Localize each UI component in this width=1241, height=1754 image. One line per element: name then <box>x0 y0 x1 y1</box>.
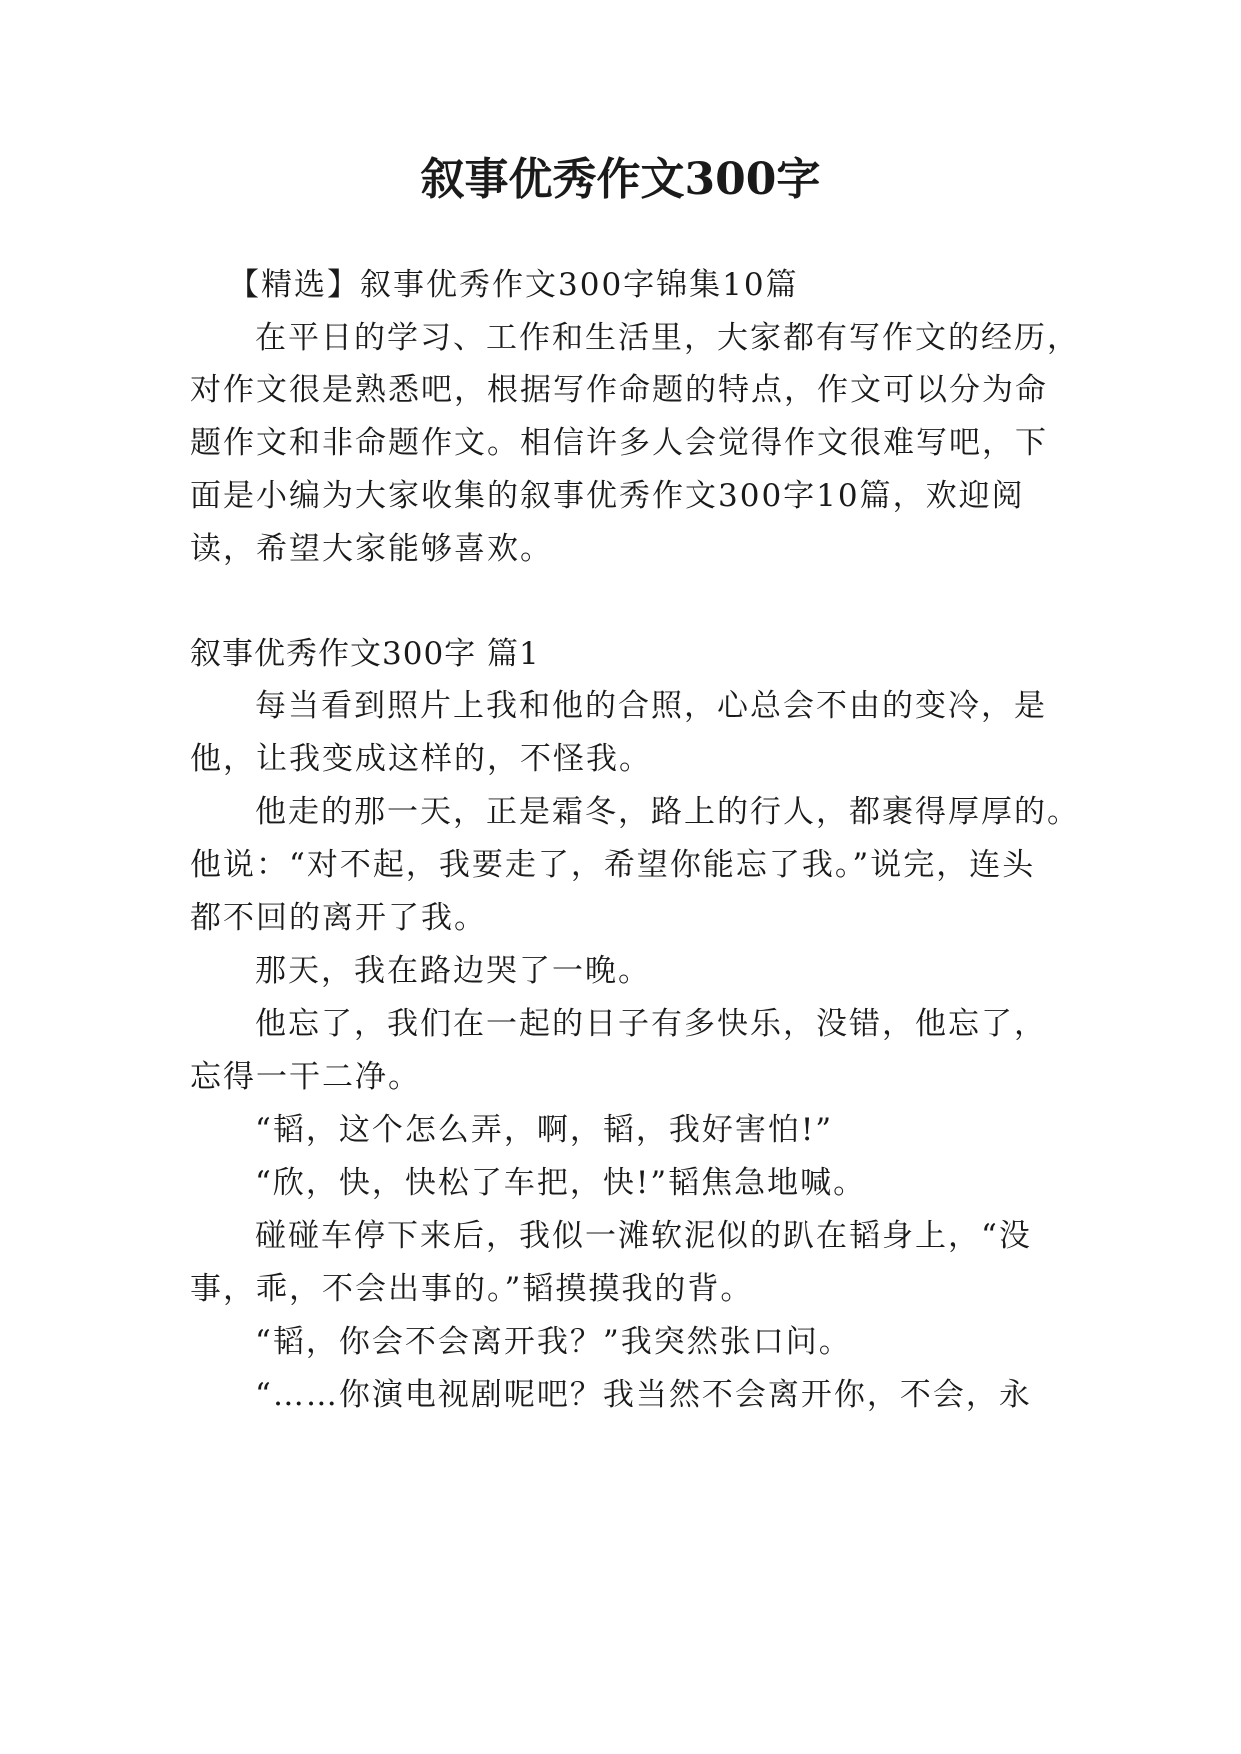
body-line: 都不回的离开了我。 <box>190 900 487 936</box>
body-line: 他说：“对不起，我要走了，希望你能忘了我。”说完，连头 <box>190 847 1036 883</box>
body-line: 他，让我变成这样的，不怪我。 <box>190 741 652 777</box>
body-line: 每当看到照片上我和他的合照，心总会不由的变冷，是 <box>255 688 1047 724</box>
document-title: 叙事优秀作文300字 <box>420 154 821 205</box>
intro-line: 读，希望大家能够喜欢。 <box>190 531 553 567</box>
intro-line: 题作文和非命题作文。相信许多人会觉得作文很难写吧，下 <box>190 425 1048 461</box>
intro-line: 面是小编为大家收集的叙事优秀作文300字10篇，欢迎阅 <box>190 478 1025 514</box>
body-line: 忘得一干二净。 <box>190 1059 421 1095</box>
section-heading: 叙事优秀作文300字 篇1 <box>190 636 540 672</box>
body-line: 他忘了，我们在一起的日子有多快乐，没错，他忘了， <box>255 1006 1047 1042</box>
body-line: “……你演电视剧呢吧？我当然不会离开你，不会，永 <box>255 1377 1032 1413</box>
body-line: “韬，你会不会离开我？”我突然张口问。 <box>255 1324 852 1360</box>
body-line: 他走的那一天，正是霜冬，路上的行人，都裹得厚厚的。 <box>255 794 1080 830</box>
body-line: “韬，这个怎么弄，啊，韬，我好害怕!” <box>255 1112 834 1148</box>
body-line: “欣，快，快松了车把，快!”韬焦急地喊。 <box>255 1165 867 1201</box>
body-line: 碰碰车停下来后，我似一滩软泥似的趴在韬身上，“没 <box>255 1218 1032 1254</box>
intro-line: 在平日的学习、工作和生活里，大家都有写作文的经历， <box>255 320 1080 356</box>
body-line: 事，乖，不会出事的。”韬摸摸我的背。 <box>190 1271 754 1307</box>
document-subtitle: 【精选】叙事优秀作文300字锦集10篇 <box>228 267 799 303</box>
body-line: 那天，我在路边哭了一晚。 <box>255 953 651 989</box>
intro-line: 对作文很是熟悉吧，根据写作命题的特点，作文可以分为命 <box>190 372 1048 408</box>
